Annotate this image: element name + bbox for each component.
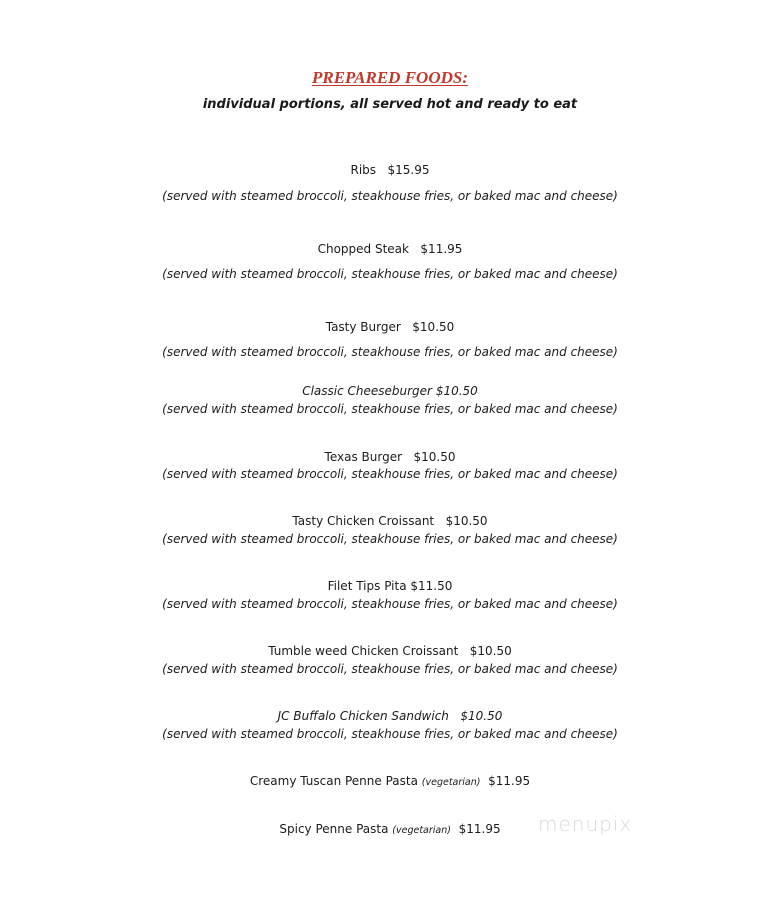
item-name: Creamy Tuscan Penne Pasta: [249, 774, 418, 788]
menu-item-tasty-chicken-croissant: [0, 514, 770, 528]
menu-item-texas-burger: [0, 450, 770, 464]
menu-item-jc-buffalo-chicken-sandwich: [0, 709, 770, 723]
item-name: JC Buffalo Chicken Sandwich: [277, 709, 449, 723]
side-note: (served with steamed broccoli, steakhouse fries, or baked mac and cheese): [162, 467, 618, 481]
side-note: (served with steamed broccoli, steakhouse fries, or baked mac and cheese): [162, 532, 618, 546]
item-price: $15.95: [387, 163, 430, 177]
menu-item-filet-tips-pita: [0, 579, 770, 593]
item-name: Tasty Chicken Croissant: [292, 514, 435, 528]
side-note: (served with steamed broccoli, steakhouse fries, or baked mac and cheese): [162, 597, 618, 611]
vegetarian-tag: (vegetarian): [421, 777, 481, 788]
side-note: (served with steamed broccoli, steakhouse fries, or baked mac and cheese): [162, 189, 618, 203]
menu-item-tumble-weed-chicken-croissant: [0, 644, 770, 658]
side-note: (served with steamed broccoli, steakhouse fries, or baked mac and cheese): [162, 662, 618, 676]
item-price: $10.50: [460, 709, 503, 723]
item-price: $11.95: [488, 774, 531, 788]
menu-title: PREPARED FOODS:: [311, 68, 468, 87]
menu-subtitle: individual portions, all served hot and ready to eat: [202, 97, 578, 112]
item-price: $10.50: [413, 450, 456, 464]
item-name: Spicy Penne Pasta: [279, 822, 389, 836]
side-note: (served with steamed broccoli, steakhouse fries, or baked mac and cheese): [162, 267, 618, 281]
item-price: $10.50: [435, 384, 478, 398]
item-price: $11.95: [420, 242, 463, 256]
item-price: $10.50: [445, 514, 488, 528]
item-name: Texas Burger: [324, 450, 403, 464]
menu-item-creamy-tuscan-penne-pasta: [0, 774, 770, 788]
side-note: (served with steamed broccoli, steakhouse fries, or baked mac and cheese): [162, 402, 618, 416]
side-note: (served with steamed broccoli, steakhouse fries, or baked mac and cheese): [162, 345, 618, 359]
item-name: Ribs: [350, 163, 377, 177]
item-price: $10.50: [469, 644, 512, 658]
item-name: Tumble weed Chicken Croissant: [268, 644, 459, 658]
item-name: Filet Tips Pita: [327, 579, 407, 593]
menu-item-classic-cheeseburger: [0, 384, 770, 398]
item-name: Tasty Burger: [325, 320, 401, 334]
item-name: Chopped Steak: [317, 242, 409, 256]
menu-item-spicy-penne-pasta: [0, 822, 770, 836]
menupix-watermark: menupix: [538, 812, 633, 836]
side-note: (served with steamed broccoli, steakhouse fries, or baked mac and cheese): [162, 727, 618, 741]
item-name: Classic Cheeseburger: [302, 384, 432, 398]
item-price: $11.95: [458, 822, 501, 836]
item-price: $10.50: [412, 320, 455, 334]
menu-item-ribs: [0, 163, 770, 177]
menu-item-chopped-steak: [0, 242, 770, 256]
item-price: $11.50: [410, 579, 453, 593]
vegetarian-tag: (vegetarian): [392, 825, 451, 836]
menu-item-tasty-burger: [0, 320, 770, 334]
